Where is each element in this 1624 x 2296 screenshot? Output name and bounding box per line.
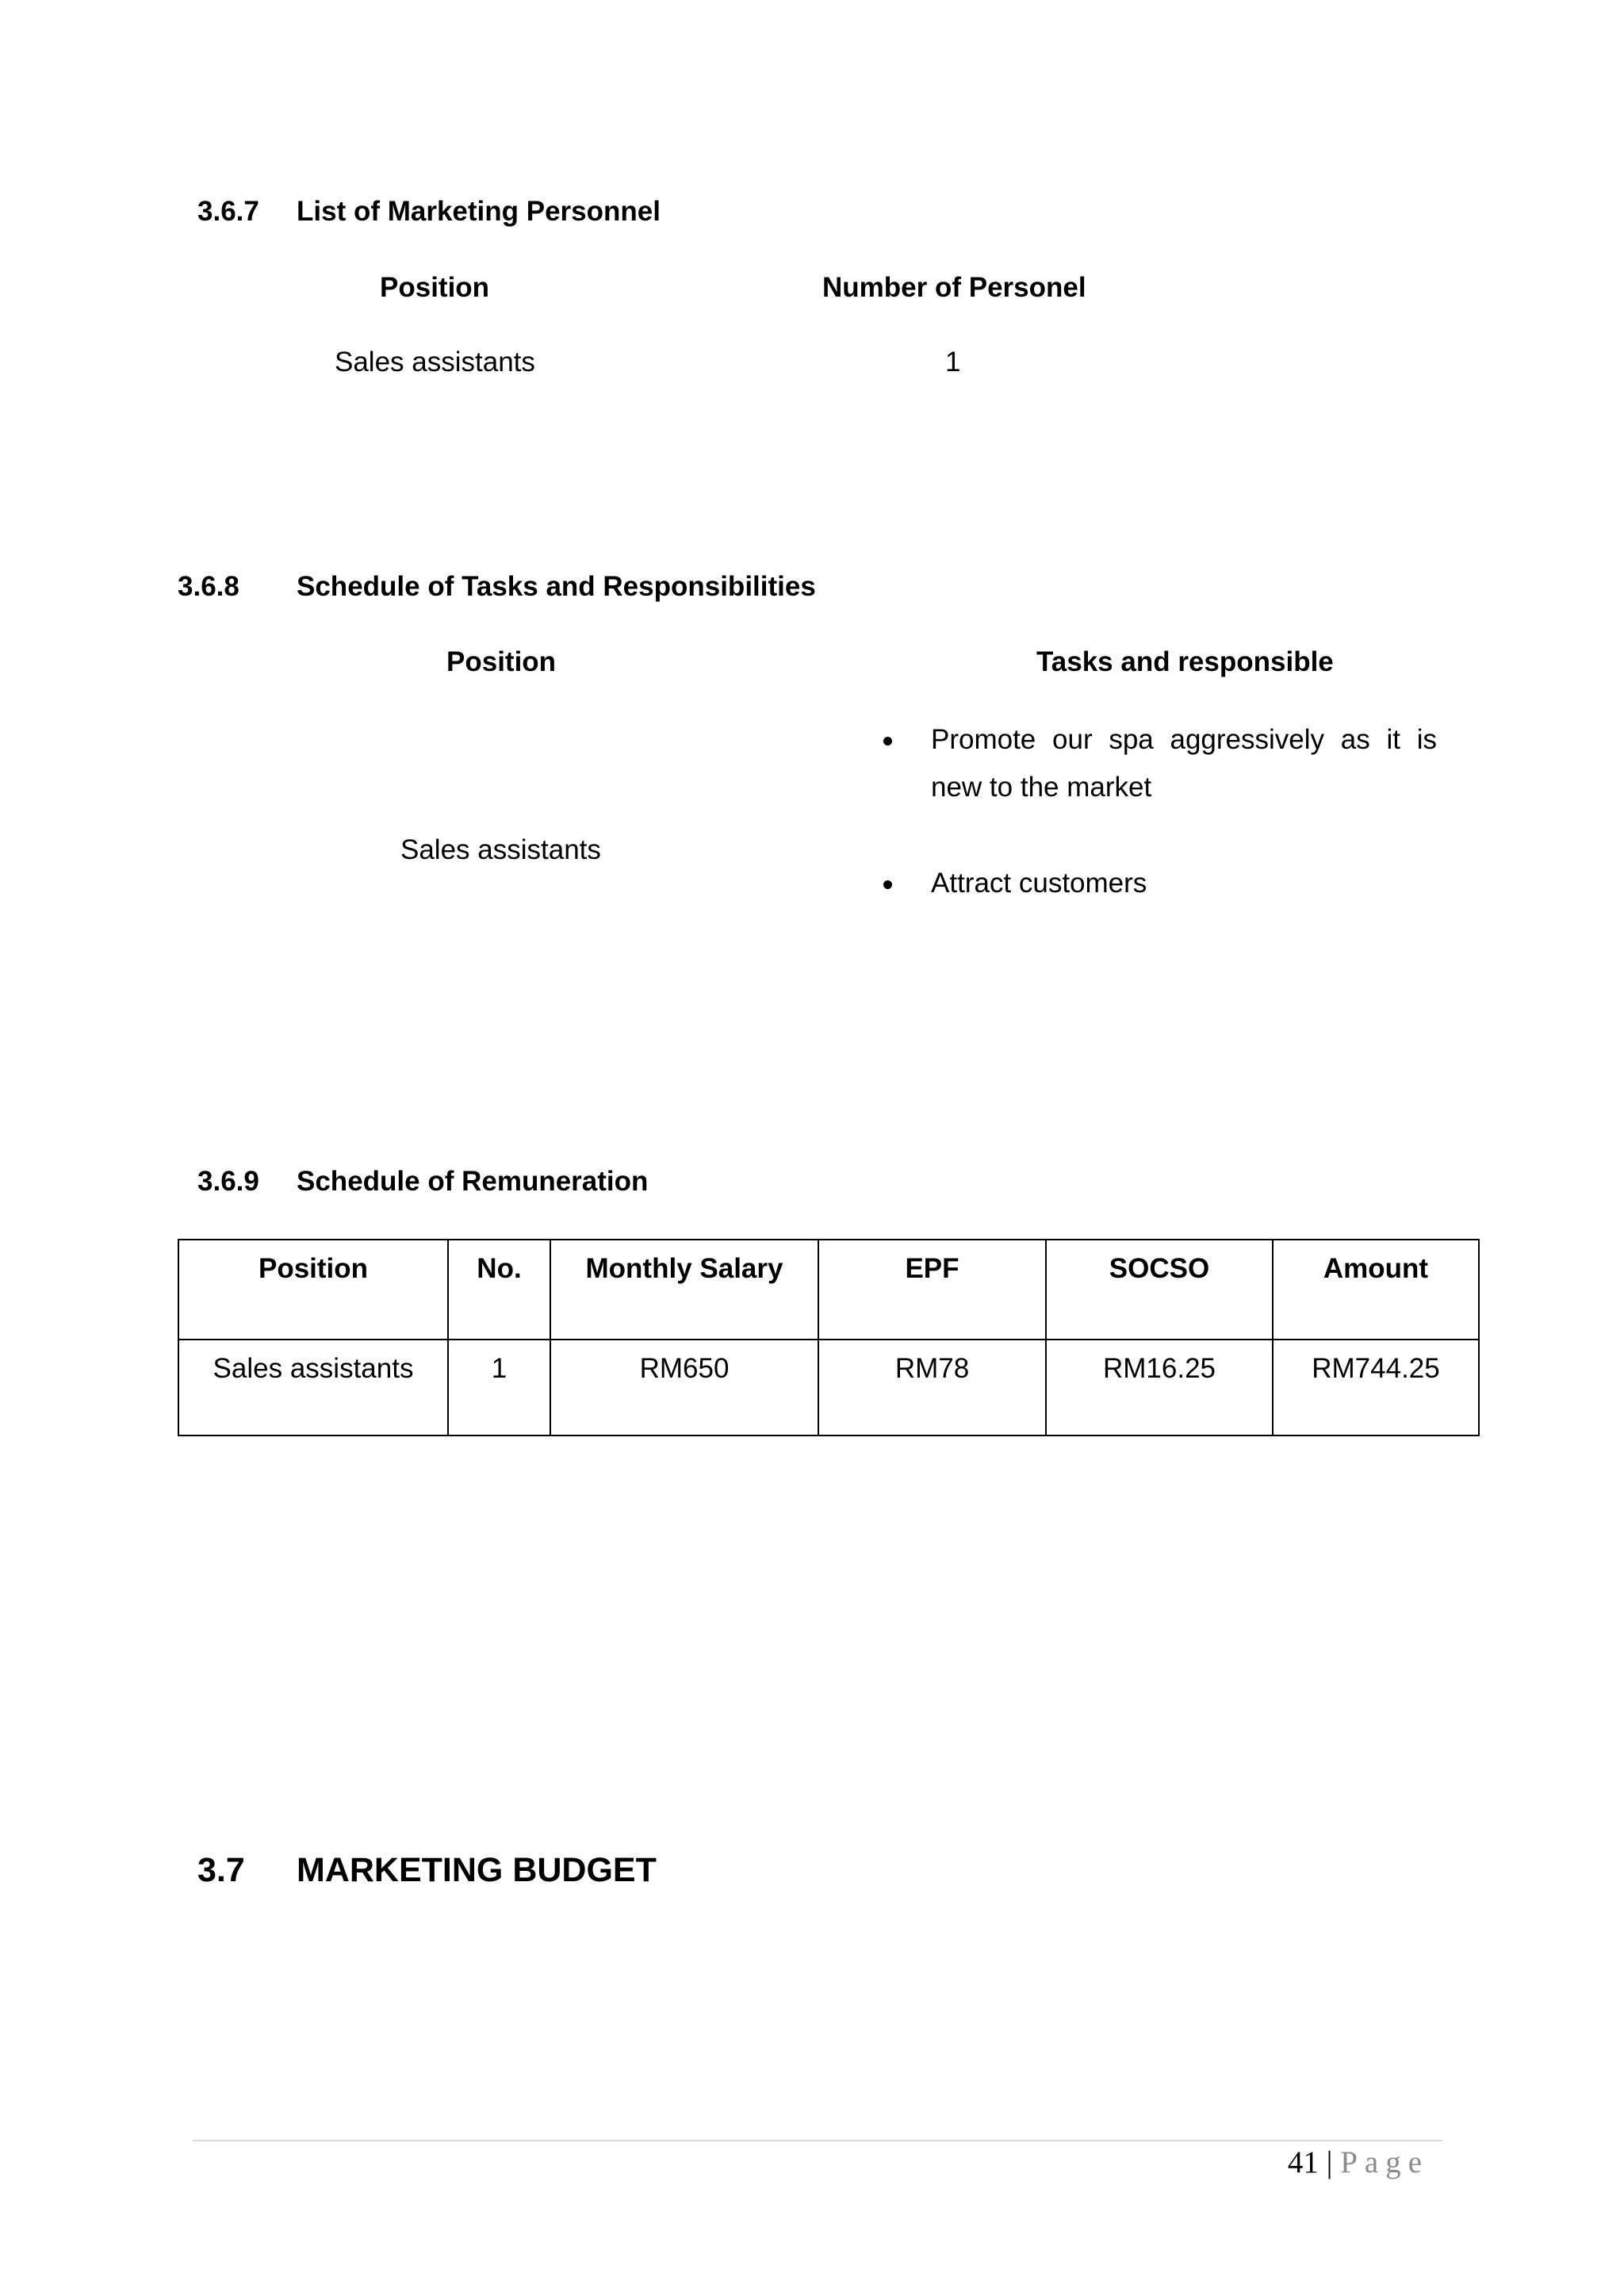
page-number: 41 <box>1287 2145 1319 2179</box>
tasks-row-position: Sales assistants <box>400 834 601 865</box>
personnel-row-number: 1 <box>945 347 961 378</box>
footer-separator: | <box>1326 2145 1333 2179</box>
section-number-3-6-9: 3.6.9 <box>197 1166 259 1197</box>
personnel-row-position: Sales assistants <box>335 347 535 378</box>
column-header-no: No. <box>448 1240 550 1340</box>
personnel-header-number: Number of Personel <box>822 272 1086 303</box>
cell-amount: RM744.25 <box>1273 1340 1479 1435</box>
bullet-icon <box>883 737 892 746</box>
tasks-header-position: Position <box>446 646 557 677</box>
section-title-tasks-responsibilities: Schedule of Tasks and Responsibilities <box>297 571 816 602</box>
section-number-3-7: 3.7 <box>197 1851 245 1889</box>
page-label: Page <box>1340 2145 1429 2179</box>
personnel-header-position: Position <box>380 272 490 303</box>
cell-monthly-salary: RM650 <box>550 1340 818 1435</box>
column-header-monthly-salary: Monthly Salary <box>550 1240 818 1340</box>
section-title-remuneration: Schedule of Remuneration <box>297 1166 649 1197</box>
task-item-attract: Attract customers <box>931 868 1147 899</box>
section-number-3-6-7: 3.6.7 <box>197 196 259 227</box>
table-header-row <box>178 1240 1479 1340</box>
remuneration-table <box>178 1239 1480 1436</box>
cell-no: 1 <box>448 1340 550 1435</box>
cell-epf: RM78 <box>818 1340 1046 1435</box>
footer-divider <box>193 2140 1442 2141</box>
page-footer <box>1288 2143 1429 2183</box>
section-title-marketing-budget: MARKETING BUDGET <box>297 1851 657 1889</box>
table-row <box>178 1340 1479 1435</box>
tasks-header-responsibilities: Tasks and responsible <box>1036 646 1334 677</box>
section-number-3-6-8: 3.6.8 <box>178 571 239 602</box>
column-header-socso: SOCSO <box>1046 1240 1273 1340</box>
bullet-icon <box>883 880 892 889</box>
column-header-position: Position <box>178 1240 448 1340</box>
cell-position: Sales assistants <box>178 1340 448 1435</box>
task-item-promote: Promote our spa aggressively as it is new to the market <box>931 724 1437 803</box>
cell-socso: RM16.25 <box>1046 1340 1273 1435</box>
column-header-epf: EPF <box>818 1240 1046 1340</box>
section-title-marketing-personnel: List of Marketing Personnel <box>297 196 661 227</box>
column-header-amount: Amount <box>1273 1240 1479 1340</box>
